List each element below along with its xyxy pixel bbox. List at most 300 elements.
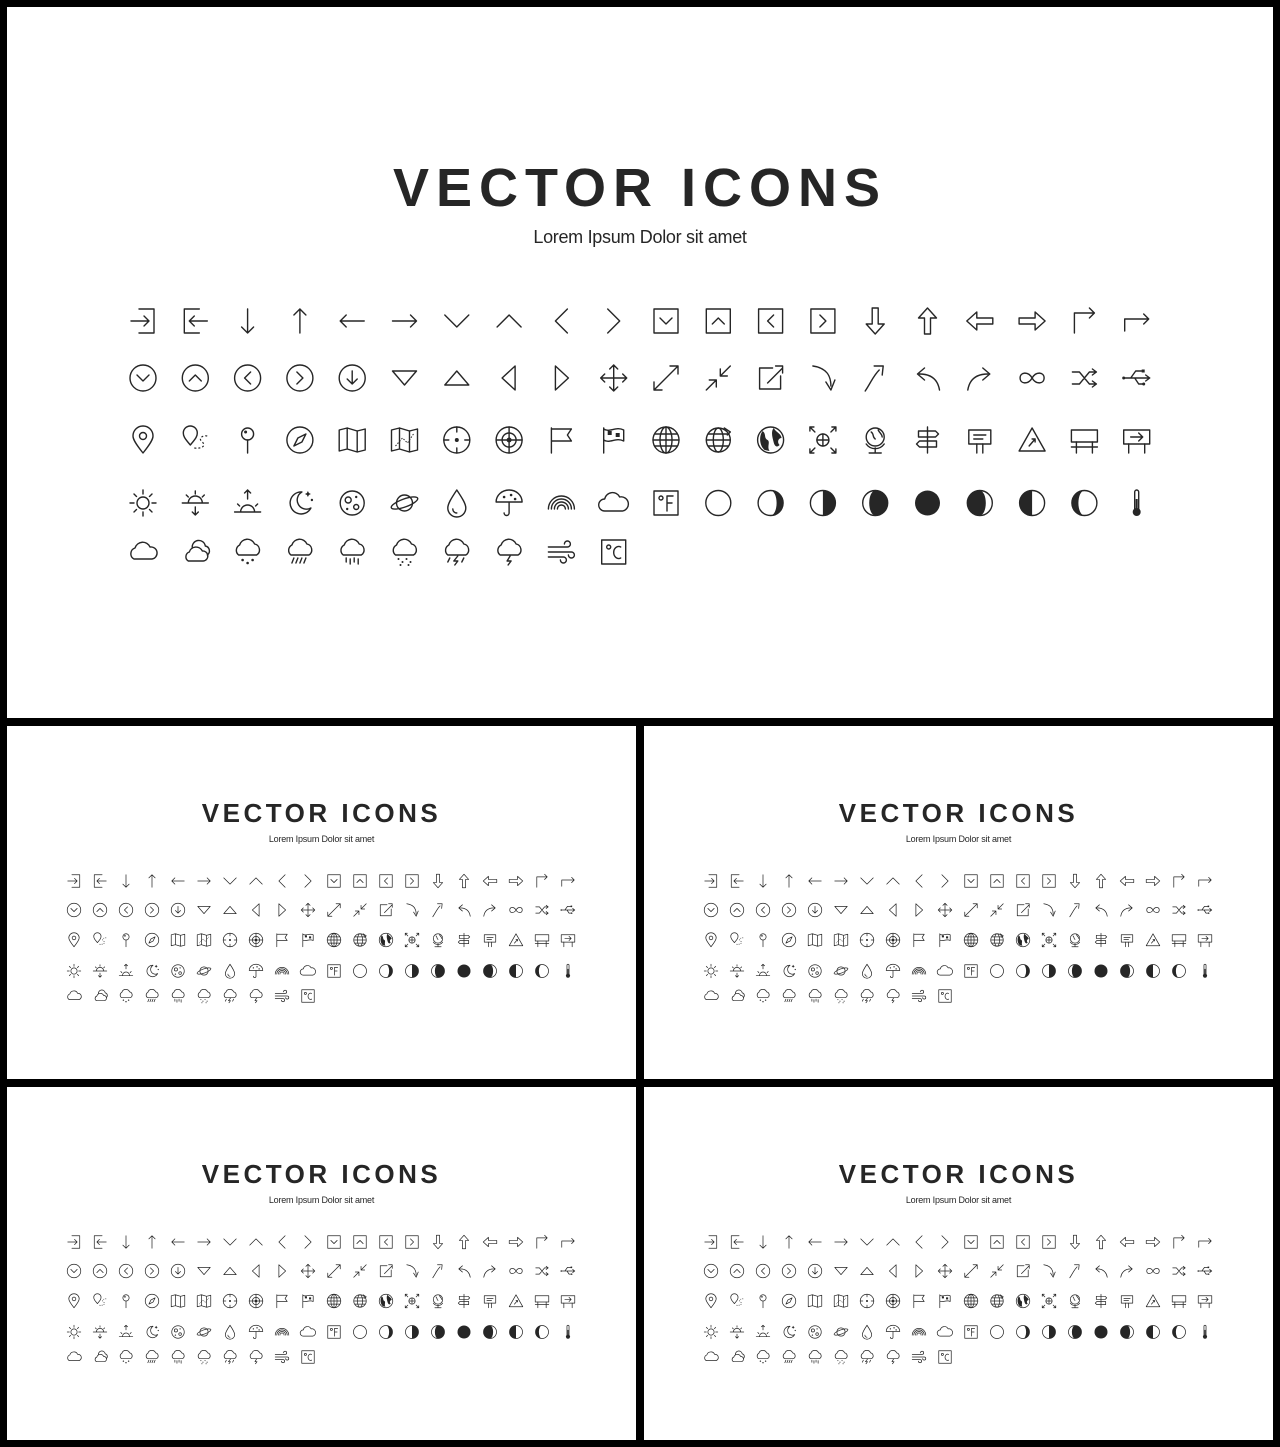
wind-icon bbox=[275, 990, 289, 1001]
move-icon bbox=[938, 1264, 952, 1278]
thumbnail-slide-3[interactable] bbox=[7, 1087, 636, 1440]
curved-arrow-down-icon bbox=[1044, 1265, 1055, 1277]
fahrenheit-icon bbox=[654, 491, 678, 515]
forward-icon bbox=[1121, 905, 1132, 916]
cloud-lightning-icon bbox=[861, 1350, 873, 1363]
square-chevron-left-icon bbox=[380, 875, 392, 887]
slide-title: VECTOR ICONS bbox=[392, 158, 888, 218]
curved-arrow-down-icon bbox=[407, 904, 418, 916]
earth-icon bbox=[1016, 933, 1030, 947]
thumbnail-slide-4[interactable] bbox=[644, 1087, 1273, 1440]
cloud-snow-icon bbox=[198, 1350, 210, 1364]
globe-grid-icon bbox=[991, 1295, 1003, 1307]
direction-board-icon bbox=[1198, 935, 1212, 947]
planet-icon bbox=[833, 1328, 848, 1337]
compass-icon bbox=[782, 933, 796, 947]
outline-arrow-right-icon bbox=[509, 876, 523, 885]
waning-gibbous-icon bbox=[1121, 1326, 1134, 1339]
map-icon bbox=[171, 934, 185, 946]
celsius-icon bbox=[939, 1351, 951, 1363]
chevron-right-icon bbox=[608, 309, 620, 333]
fahrenheit-icon bbox=[965, 1326, 977, 1338]
celsius-icon bbox=[939, 990, 951, 1002]
waxing-gibbous-icon bbox=[432, 1326, 445, 1339]
curved-arrow-up-icon bbox=[1070, 1265, 1079, 1278]
flag-icon bbox=[914, 1295, 924, 1308]
thermometer-icon bbox=[1203, 1325, 1207, 1339]
first-quarter-icon bbox=[810, 491, 835, 516]
umbrella-icon bbox=[496, 490, 522, 516]
sun-icon bbox=[130, 490, 156, 516]
sunset-icon bbox=[730, 965, 744, 977]
compass-icon bbox=[145, 1294, 159, 1308]
usb-icon bbox=[1122, 370, 1150, 386]
thermometer-icon bbox=[1203, 964, 1207, 978]
chevron-up-icon bbox=[250, 1239, 262, 1245]
thumbnail-slide-1[interactable] bbox=[7, 726, 636, 1079]
globe-arrows-icon bbox=[405, 933, 419, 947]
triangle-left-icon bbox=[889, 904, 896, 916]
globe-arrows-icon bbox=[405, 1294, 419, 1308]
loop-icon bbox=[1147, 907, 1159, 912]
outline-arrow-right-icon bbox=[1019, 312, 1045, 330]
slide-title: VECTOR ICONS bbox=[838, 1159, 1079, 1189]
map-icon bbox=[808, 1295, 822, 1307]
board-sign-icon bbox=[1121, 935, 1132, 947]
map-icon bbox=[808, 934, 822, 946]
circle-chevron-right-icon bbox=[145, 1264, 159, 1278]
crosshair-icon bbox=[223, 1294, 237, 1308]
sunrise-icon bbox=[235, 490, 261, 512]
celsius-icon bbox=[302, 1351, 314, 1363]
circle-chevron-right-icon bbox=[287, 365, 313, 391]
arrow-right-icon bbox=[835, 1239, 847, 1245]
outline-arrow-down-icon bbox=[433, 1235, 442, 1249]
shuffle-icon bbox=[1173, 905, 1185, 914]
map-route-icon bbox=[197, 934, 211, 946]
triangle-down-icon bbox=[393, 371, 417, 385]
compass-icon bbox=[145, 933, 159, 947]
circle-chevron-down-icon bbox=[67, 1264, 81, 1278]
slide-title: VECTOR ICONS bbox=[201, 798, 442, 828]
map-pin-icon bbox=[706, 1294, 716, 1308]
circle-chevron-down-icon bbox=[704, 903, 718, 917]
shuffle-icon bbox=[1173, 1266, 1185, 1275]
waxing-gibbous-icon bbox=[432, 965, 445, 978]
chevron-down-icon bbox=[224, 1239, 236, 1245]
turn-right-icon bbox=[562, 1238, 574, 1247]
globe-grid-icon bbox=[706, 428, 730, 452]
chevron-right-icon bbox=[305, 875, 311, 887]
arrow-up-icon bbox=[149, 1236, 155, 1248]
cloud-drizzle-icon bbox=[757, 1350, 769, 1363]
earth-icon bbox=[379, 1294, 393, 1308]
loop-icon bbox=[1020, 373, 1044, 383]
pin-route-icon bbox=[94, 1294, 106, 1306]
globe-grid-icon bbox=[354, 934, 366, 946]
new-moon-icon bbox=[706, 491, 731, 516]
last-quarter-icon bbox=[1147, 965, 1160, 978]
circle-arrow-down-icon bbox=[808, 903, 822, 917]
signpost-icon bbox=[917, 427, 939, 453]
move-icon bbox=[601, 365, 627, 391]
waxing-crescent-icon bbox=[380, 965, 393, 978]
signpost-icon bbox=[1095, 1294, 1106, 1308]
circle-chevron-right-icon bbox=[782, 903, 796, 917]
thumbnail-slide-2[interactable] bbox=[644, 726, 1273, 1079]
forward-icon bbox=[968, 368, 990, 390]
chevron-up-icon bbox=[887, 1239, 899, 1245]
map-route-icon bbox=[834, 934, 848, 946]
globe-arrows-icon bbox=[810, 427, 836, 453]
compass-icon bbox=[782, 1294, 796, 1308]
slide-subtitle: Lorem Ipsum Dolor sit amet bbox=[533, 227, 747, 247]
square-chevron-down-icon bbox=[965, 875, 977, 887]
triangle-up-icon bbox=[861, 906, 873, 913]
map-route-icon bbox=[197, 1295, 211, 1307]
globe-arrows-icon bbox=[1042, 1294, 1056, 1308]
target-icon bbox=[886, 933, 900, 947]
cloud-snow-icon bbox=[198, 989, 210, 1003]
crosshair-icon bbox=[860, 1294, 874, 1308]
cloud-rain-icon bbox=[146, 1350, 158, 1362]
globe-icon bbox=[964, 1294, 978, 1308]
square-chevron-left-icon bbox=[1017, 875, 1029, 887]
cloud-snow-icon bbox=[393, 539, 416, 566]
cloudy-icon bbox=[732, 990, 744, 1001]
arrow-up-icon bbox=[294, 309, 306, 333]
planet-icon bbox=[196, 967, 211, 976]
first-quarter-icon bbox=[406, 1326, 419, 1339]
board-sign-icon bbox=[484, 935, 495, 947]
sign-out-icon bbox=[94, 875, 106, 887]
triangle-right-icon bbox=[279, 1265, 286, 1277]
waning-crescent-icon bbox=[536, 965, 549, 978]
cloudy-icon bbox=[95, 1351, 107, 1362]
cloud-icon bbox=[937, 1327, 952, 1337]
chevron-down-icon bbox=[445, 315, 469, 327]
first-quarter-icon bbox=[1043, 965, 1056, 978]
circle-chevron-down-icon bbox=[130, 365, 156, 391]
sign-in-icon bbox=[131, 309, 154, 333]
external-link-icon bbox=[380, 1265, 392, 1277]
square-chevron-up-icon bbox=[354, 1236, 366, 1248]
waning-gibbous-icon bbox=[967, 491, 992, 516]
sunset-icon bbox=[182, 491, 208, 515]
target-icon bbox=[249, 933, 263, 947]
celsius-icon bbox=[602, 540, 626, 564]
triangle-right-icon bbox=[916, 1265, 923, 1277]
sign-out-icon bbox=[94, 1236, 106, 1248]
sign-out-icon bbox=[731, 875, 743, 887]
move-icon bbox=[938, 903, 952, 917]
sunrise-icon bbox=[756, 964, 770, 975]
cloud-icon bbox=[300, 966, 315, 976]
droplet-icon bbox=[225, 964, 234, 978]
cloud-drizzle-icon bbox=[120, 989, 132, 1002]
flag-icon bbox=[277, 1295, 287, 1308]
square-chevron-left-icon bbox=[380, 1236, 392, 1248]
signpost-icon bbox=[1095, 933, 1106, 947]
flag-icon bbox=[277, 934, 287, 947]
waning-crescent-icon bbox=[1173, 965, 1186, 978]
map-route-icon bbox=[392, 428, 418, 452]
triangle-right-icon bbox=[555, 366, 568, 390]
turn-up-right-icon bbox=[1074, 308, 1094, 333]
arrow-right-icon bbox=[393, 315, 417, 327]
chevron-left-icon bbox=[916, 875, 922, 887]
desk-globe-icon bbox=[433, 1295, 442, 1308]
globe-grid-icon bbox=[354, 1295, 366, 1307]
billboard-icon bbox=[1172, 1296, 1186, 1308]
curved-arrow-down-icon bbox=[1044, 904, 1055, 916]
curved-arrow-up-icon bbox=[865, 366, 883, 391]
cloud-thunder-icon bbox=[250, 1350, 262, 1363]
reply-icon bbox=[918, 368, 940, 390]
turn-right-icon bbox=[1125, 314, 1149, 331]
sun-icon bbox=[704, 964, 718, 978]
usb-icon bbox=[1197, 1267, 1211, 1275]
circle-chevron-left-icon bbox=[756, 1264, 770, 1278]
rainbow-icon bbox=[275, 1328, 289, 1335]
sunrise-icon bbox=[756, 1325, 770, 1336]
umbrella-icon bbox=[249, 964, 263, 977]
cloud-lightning-icon bbox=[224, 989, 236, 1002]
outline-arrow-left-icon bbox=[483, 876, 497, 885]
triangle-up-icon bbox=[861, 1267, 873, 1274]
outline-arrow-down-icon bbox=[433, 874, 442, 888]
waning-crescent-icon bbox=[1173, 1326, 1186, 1339]
chevron-up-icon bbox=[250, 878, 262, 884]
checkered-flag-icon bbox=[303, 1295, 313, 1308]
billboard-icon bbox=[1172, 935, 1186, 947]
cloud-drizzle-icon bbox=[236, 539, 259, 564]
arrow-left-icon bbox=[340, 315, 364, 327]
outline-arrow-down-icon bbox=[866, 308, 884, 334]
moon-stars-icon bbox=[784, 1326, 796, 1338]
flag-icon bbox=[551, 428, 571, 453]
waxing-gibbous-icon bbox=[1069, 1326, 1082, 1339]
cloud-plain-icon bbox=[705, 991, 719, 1000]
cloud-drizzle-icon bbox=[757, 989, 769, 1002]
fahrenheit-icon bbox=[328, 1326, 340, 1338]
fahrenheit-icon bbox=[328, 965, 340, 977]
arrow-left-icon bbox=[172, 1239, 184, 1245]
main-slide[interactable] bbox=[7, 7, 1273, 718]
usb-icon bbox=[560, 906, 574, 914]
square-chevron-right-icon bbox=[811, 309, 835, 333]
arrow-right-icon bbox=[198, 1239, 210, 1245]
checkered-flag-icon bbox=[604, 428, 624, 453]
square-chevron-down-icon bbox=[328, 875, 340, 887]
cloud-lightning-icon bbox=[861, 989, 873, 1002]
crosshair-icon bbox=[860, 933, 874, 947]
circle-arrow-down-icon bbox=[808, 1264, 822, 1278]
compress-icon bbox=[354, 1265, 366, 1277]
icon-grid bbox=[644, 726, 1273, 1079]
chevron-right-icon bbox=[942, 875, 948, 887]
move-icon bbox=[301, 903, 315, 917]
first-quarter-icon bbox=[1043, 1326, 1056, 1339]
turn-right-icon bbox=[1199, 877, 1211, 886]
square-chevron-up-icon bbox=[991, 875, 1003, 887]
circle-chevron-left-icon bbox=[119, 1264, 133, 1278]
outline-arrow-down-icon bbox=[1070, 1235, 1079, 1249]
direction-board-icon bbox=[1124, 430, 1150, 453]
globe-grid-icon bbox=[991, 934, 1003, 946]
circle-arrow-down-icon bbox=[339, 365, 365, 391]
signpost-icon bbox=[458, 933, 469, 947]
icon-grid bbox=[7, 726, 636, 1079]
waning-crescent-icon bbox=[536, 1326, 549, 1339]
expand-icon bbox=[654, 366, 678, 390]
cloud-showers-icon bbox=[341, 539, 364, 564]
wind-icon bbox=[912, 1351, 926, 1362]
flag-icon bbox=[914, 934, 924, 947]
square-chevron-down-icon bbox=[328, 1236, 340, 1248]
new-moon-icon bbox=[991, 965, 1004, 978]
reply-icon bbox=[1096, 905, 1107, 916]
last-quarter-icon bbox=[1020, 491, 1045, 516]
board-sign-icon bbox=[969, 430, 991, 453]
triangle-right-icon bbox=[916, 904, 923, 916]
cloudy-icon bbox=[95, 990, 107, 1001]
move-icon bbox=[301, 1264, 315, 1278]
circle-chevron-up-icon bbox=[730, 903, 744, 917]
cloud-rain-icon bbox=[146, 989, 158, 1001]
globe-icon bbox=[653, 427, 679, 453]
triangle-down-icon bbox=[198, 906, 210, 913]
square-chevron-right-icon bbox=[406, 1236, 418, 1248]
cloud-lightning-icon bbox=[224, 1350, 236, 1363]
arrow-up-icon bbox=[149, 875, 155, 887]
slide-subtitle: Lorem Ipsum Dolor sit amet bbox=[268, 834, 375, 844]
square-chevron-up-icon bbox=[991, 1236, 1003, 1248]
usb-icon bbox=[1197, 906, 1211, 914]
fahrenheit-icon bbox=[965, 965, 977, 977]
waxing-crescent-icon bbox=[1017, 1326, 1030, 1339]
triangle-left-icon bbox=[252, 1265, 259, 1277]
icon-grid bbox=[7, 1087, 636, 1440]
triangle-up-icon bbox=[224, 906, 236, 913]
triangle-up-icon bbox=[224, 1267, 236, 1274]
square-chevron-right-icon bbox=[1043, 875, 1055, 887]
triangle-left-icon bbox=[889, 1265, 896, 1277]
reply-icon bbox=[459, 905, 470, 916]
circle-chevron-left-icon bbox=[756, 903, 770, 917]
compress-icon bbox=[354, 904, 366, 916]
umbrella-icon bbox=[249, 1325, 263, 1338]
arrow-right-icon bbox=[835, 878, 847, 884]
turn-up-right-icon bbox=[1174, 1235, 1184, 1248]
map-pin-icon bbox=[69, 1294, 79, 1308]
circle-chevron-up-icon bbox=[93, 903, 107, 917]
square-chevron-down-icon bbox=[654, 309, 678, 333]
square-chevron-left-icon bbox=[1017, 1236, 1029, 1248]
cloud-showers-icon bbox=[809, 989, 821, 1002]
full-moon-icon bbox=[809, 1326, 821, 1338]
push-pin-icon bbox=[123, 934, 129, 947]
loop-icon bbox=[510, 907, 522, 912]
full-moon-icon bbox=[809, 965, 821, 977]
push-pin-icon bbox=[242, 428, 254, 453]
slide-subtitle: Lorem Ipsum Dolor sit amet bbox=[268, 1195, 375, 1205]
outline-arrow-left-icon bbox=[1120, 876, 1134, 885]
arrow-up-icon bbox=[786, 875, 792, 887]
waxing-crescent-icon bbox=[380, 1326, 393, 1339]
thermometer-icon bbox=[1133, 490, 1141, 516]
turn-right-icon bbox=[562, 877, 574, 886]
arrow-up-icon bbox=[786, 1236, 792, 1248]
desk-globe-icon bbox=[1070, 934, 1079, 947]
cloud-thunder-icon bbox=[498, 539, 521, 565]
cloud-icon bbox=[300, 1327, 315, 1337]
full-moon-dark-icon bbox=[458, 1326, 471, 1339]
waxing-gibbous-icon bbox=[863, 491, 888, 516]
outline-arrow-right-icon bbox=[509, 1237, 523, 1246]
moon-stars-icon bbox=[147, 965, 159, 977]
waxing-crescent-icon bbox=[1017, 965, 1030, 978]
push-pin-icon bbox=[123, 1295, 129, 1308]
direction-board-icon bbox=[561, 935, 575, 947]
turn-up-right-icon bbox=[1174, 874, 1184, 887]
arrow-down-icon bbox=[123, 1236, 129, 1248]
cloud-drizzle-icon bbox=[120, 1350, 132, 1363]
cloudy-icon bbox=[186, 540, 210, 561]
cloud-plain-icon bbox=[68, 991, 82, 1000]
expand-icon bbox=[965, 1265, 977, 1277]
chevron-right-icon bbox=[305, 1236, 311, 1248]
sign-in-icon bbox=[705, 1236, 717, 1248]
sun-icon bbox=[67, 964, 81, 978]
circle-chevron-down-icon bbox=[704, 1264, 718, 1278]
chevron-right-icon bbox=[942, 1236, 948, 1248]
last-quarter-icon bbox=[510, 1326, 523, 1339]
cloud-icon bbox=[599, 493, 629, 511]
cloud-rain-icon bbox=[289, 539, 312, 563]
compress-icon bbox=[991, 1265, 1003, 1277]
loop-icon bbox=[1147, 1268, 1159, 1273]
earth-icon bbox=[758, 427, 784, 453]
chevron-left-icon bbox=[916, 1236, 922, 1248]
chevron-down-icon bbox=[861, 878, 873, 884]
arrow-left-icon bbox=[809, 1239, 821, 1245]
umbrella-icon bbox=[886, 964, 900, 977]
arrow-down-icon bbox=[760, 875, 766, 887]
chevron-left-icon bbox=[555, 309, 567, 333]
chevron-up-icon bbox=[497, 315, 521, 327]
external-link-icon bbox=[1017, 904, 1029, 916]
cloud-showers-icon bbox=[809, 1350, 821, 1363]
cloud-thunder-icon bbox=[887, 1350, 899, 1363]
map-pin-icon bbox=[706, 933, 716, 947]
sun-icon bbox=[67, 1325, 81, 1339]
cloud-showers-icon bbox=[172, 989, 184, 1002]
target-icon bbox=[496, 427, 522, 453]
droplet-icon bbox=[862, 964, 871, 978]
shuffle-icon bbox=[536, 1266, 548, 1275]
cloud-thunder-icon bbox=[887, 989, 899, 1002]
droplet-icon bbox=[448, 490, 466, 517]
full-moon-dark-icon bbox=[915, 491, 940, 516]
full-moon-dark-icon bbox=[458, 965, 471, 978]
thermometer-icon bbox=[566, 964, 570, 978]
road-sign-icon bbox=[509, 1295, 523, 1307]
wind-icon bbox=[548, 541, 574, 563]
checkered-flag-icon bbox=[940, 934, 950, 947]
globe-arrows-icon bbox=[1042, 933, 1056, 947]
forward-icon bbox=[1121, 1266, 1132, 1277]
